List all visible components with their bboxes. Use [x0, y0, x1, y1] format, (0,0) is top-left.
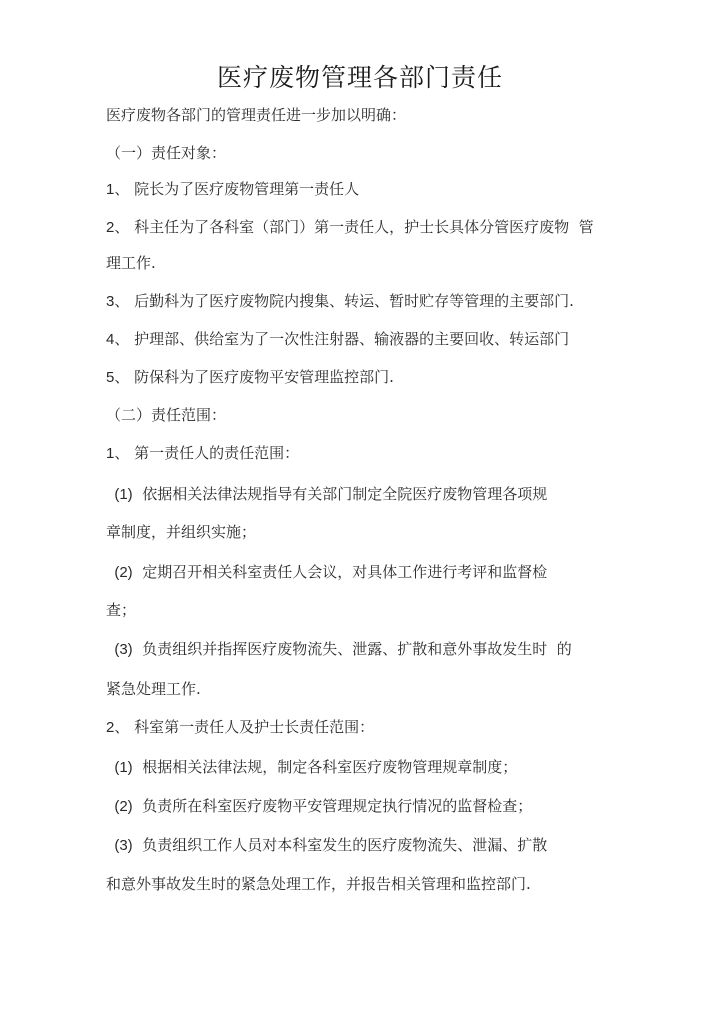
item-text: 第一责任人的责任范围： — [129, 444, 300, 462]
item-number: 5、 — [106, 369, 130, 386]
list-item — [106, 329, 569, 350]
item-number: (1) — [106, 486, 133, 503]
item-text: 院长为了医疗废物管理第一责任人 — [129, 180, 360, 198]
item-text: 负责组织并指挥医疗废物流失、泄露、扩散和意外事故发生时 的 — [132, 640, 572, 658]
list-item — [106, 639, 572, 660]
item-text: 防保科为了医疗废物平安管理监控部门. — [129, 368, 394, 386]
item-text: 负责组织工作人员对本科室发生的医疗废物流失、泄漏、扩散 — [132, 836, 548, 854]
item-number: (3) — [106, 641, 133, 658]
item-text: 后勤科为了医疗废物院内搜集、转运、暂时贮存等管理的主要部门. — [129, 292, 574, 310]
item-number: (2) — [106, 798, 133, 815]
item-text: 根据相关法律法规，制定各科室医疗废物管理规章制度； — [132, 758, 518, 776]
list-item — [106, 484, 547, 505]
list-item — [106, 835, 547, 856]
list-item — [106, 367, 394, 388]
list-item — [106, 757, 517, 778]
item-text: 章制度，并组织实施； — [106, 523, 257, 541]
list-item-continuation — [106, 522, 256, 542]
item-number: 3、 — [106, 293, 130, 310]
item-number: (1) — [106, 759, 133, 776]
item-number: 1、 — [106, 181, 130, 198]
list-item — [106, 796, 532, 817]
item-text: 依据相关法律法规指导有关部门制定全院医疗废物管理各项规 — [132, 485, 548, 503]
item-number: 2、 — [106, 219, 130, 236]
item-text: 科主任为了各科室（部门）第一责任人，护士长具体分管医疗废物 管 — [129, 218, 594, 236]
item-number: (2) — [106, 564, 133, 581]
item-text: 护理部、供给室为了一次性注射器、输液器的主要回收、转运部门 — [129, 330, 570, 348]
section-heading-objects: （一）责任对象： — [106, 144, 227, 162]
item-number: 1、 — [106, 445, 130, 462]
list-item — [106, 179, 359, 200]
item-text: 查； — [106, 601, 137, 619]
list-item — [106, 717, 374, 738]
list-item — [106, 562, 547, 583]
document-title: 医疗废物管理各部门责任 — [216, 63, 503, 92]
item-number: (3) — [106, 837, 133, 854]
list-item-continuation — [106, 600, 136, 620]
item-text: 紧急处理工作. — [106, 680, 201, 698]
list-item — [106, 443, 299, 464]
item-text: 理工作. — [106, 254, 156, 272]
section-heading-scope: （二）责任范围： — [106, 406, 227, 424]
list-item-continuation — [106, 874, 531, 894]
list-item-continuation — [106, 679, 201, 699]
item-text: 科室第一责任人及护士长责任范围： — [129, 718, 375, 736]
intro-line: 医疗废物各部门的管理责任进一步加以明确： — [106, 106, 407, 124]
item-text: 定期召开相关科室责任人会议，对具体工作进行考评和监督检 — [132, 563, 548, 581]
list-item — [106, 291, 574, 312]
list-item — [106, 217, 594, 238]
item-text: 负责所在科室医疗废物平安管理规定执行情况的监督检查； — [132, 797, 533, 815]
item-number: 2、 — [106, 719, 130, 736]
list-item-continuation — [106, 253, 156, 273]
item-number: 4、 — [106, 331, 130, 348]
item-text: 和意外事故发生时的紧急处理工作，并报告相关管理和监控部门. — [106, 875, 531, 893]
